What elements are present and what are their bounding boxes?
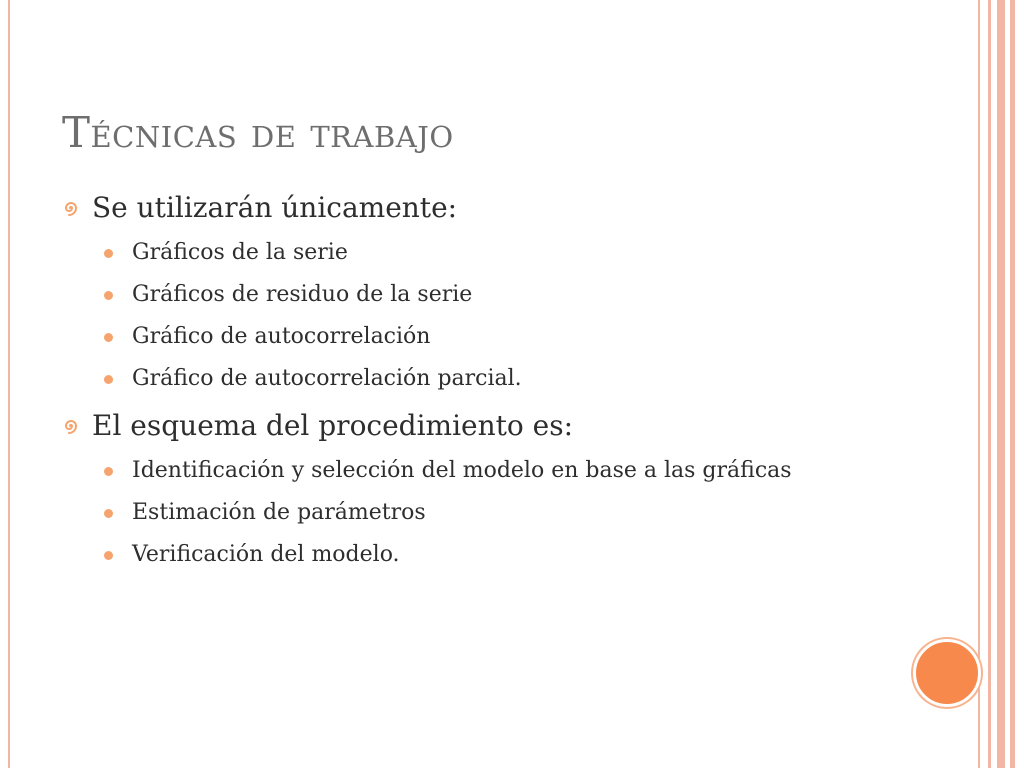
list-item-text: Estimación de parámetros <box>132 500 426 525</box>
spiral-bullet-icon <box>62 406 92 446</box>
right-border-line <box>1010 0 1015 768</box>
list-item <box>104 322 942 352</box>
list-item-text: Verificación del modelo. <box>132 542 400 567</box>
list-item-text: Identificación y selección del modelo en base a las gráficas <box>132 458 792 483</box>
dot-bullet-icon <box>104 238 132 268</box>
dot-bullet-icon <box>104 540 132 570</box>
list-item <box>104 456 942 486</box>
sub-list <box>62 456 942 570</box>
section-heading-text: El esquema del procedimiento es: <box>92 409 574 442</box>
dot-bullet-icon <box>104 456 132 486</box>
list-item <box>104 280 942 310</box>
list-item <box>104 540 942 570</box>
slide-content <box>62 188 942 582</box>
slide-title: Técnicas de trabajo <box>62 108 454 157</box>
list-item <box>104 498 942 528</box>
section-heading <box>62 406 942 446</box>
list-item <box>104 238 942 268</box>
list-item-text: Gráficos de la serie <box>132 240 348 265</box>
spiral-bullet-icon <box>62 188 92 228</box>
dot-bullet-icon <box>104 280 132 310</box>
sub-list <box>62 238 942 394</box>
dot-bullet-icon <box>104 322 132 352</box>
list-item <box>104 364 942 394</box>
section-heading-text: Se utilizarán únicamente: <box>92 191 458 224</box>
decorative-circle <box>913 639 981 707</box>
dot-bullet-icon <box>104 364 132 394</box>
list-item-text: Gráfico de autocorrelación parcial. <box>132 366 522 391</box>
dot-bullet-icon <box>104 498 132 528</box>
section-heading <box>62 188 942 228</box>
list-item-text: Gráfico de autocorrelación <box>132 324 431 349</box>
right-border-line <box>988 0 991 768</box>
list-item-text: Gráficos de residuo de la serie <box>132 282 473 307</box>
right-border-line <box>978 0 980 768</box>
right-border-line <box>997 0 1005 768</box>
left-border-line <box>8 0 10 768</box>
